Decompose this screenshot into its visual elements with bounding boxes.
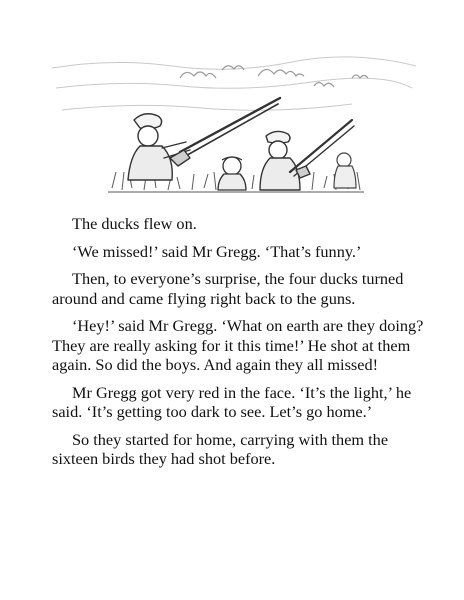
paragraph-1: The ducks flew on. bbox=[72, 214, 197, 233]
story-text bbox=[52, 214, 424, 477]
paragraph-3: Then, to everyone’s surprise, the four ducks turned around and came flying right back to the guns. bbox=[52, 269, 404, 308]
paragraph-5: Mr Gregg got very red in the face. ‘It’s the light,’ he said. ‘It’s getting too dark to see. Let’s go home.’ bbox=[52, 382, 412, 421]
paragraph-4: ‘Hey!’ said Mr Gregg. ‘What on earth are they doing? They are really asking for it this time!’ He shot at them again. So did the boys. And again they all missed! bbox=[52, 316, 424, 374]
paragraph-2: ‘We missed!’ said Mr Gregg. ‘That’s funny.’ bbox=[72, 241, 362, 261]
hunters-shooting-ducks-sketch-icon bbox=[52, 48, 416, 198]
paragraph-6: So they started for home, carrying with them the sixteen birds they had shot before. bbox=[52, 429, 389, 468]
